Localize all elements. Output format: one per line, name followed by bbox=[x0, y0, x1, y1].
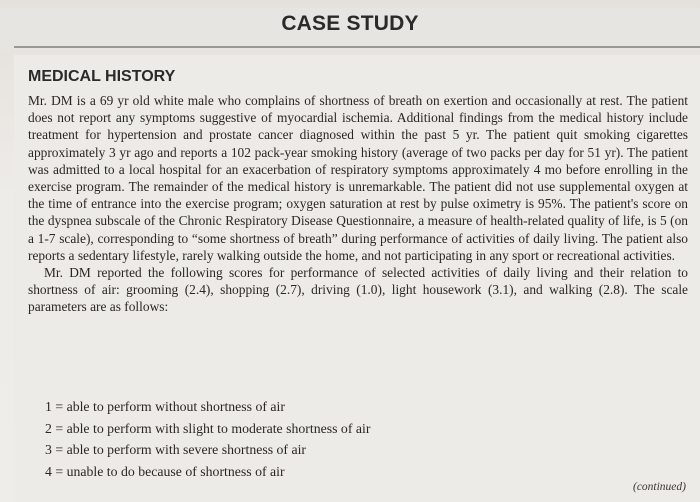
scale-item: 2 = able to perform with slight to moderate shortness of air bbox=[45, 420, 371, 436]
paragraph-history: Mr. DM is a 69 yr old white male who complains of shortness of breath on exertion and occasionally at rest. The patient does not report any symptoms suggestive of myocardial ischemia. Additional findings from the medical history include treatment for hypertension and prostate cancer diagnosed within the past 5 yr. The patient quit smoking cigarettes approximately 3 yr ago and reports a 102 pack-year smoking history (average of two packs per day for 51 yr). The patient was admitted to a local hospital for an exacerbation of respiratory symptoms approximately 4 mo before enrolling in the exercise program. The remainder of the medical history is unremarkable. The patient did not use supplemental oxygen at the time of entrance into the exercise program; oxygen saturation at rest by pulse oximetry is 95%. The patient's score on the dyspnea subscale of the Chronic Respiratory Disease Questionnaire, a measure of health-related quality of life, is 5 (on a 1-7 scale), corresponding to “some shortness of breath” during performance of activities of daily living. The patient also reports a sedentary lifestyle, rarely walking outside the home, and not participating in any sport or recreational activities. bbox=[28, 93, 688, 263]
page-title: CASE STUDY bbox=[281, 12, 419, 35]
scale-list bbox=[45, 396, 370, 482]
scale-item: 1 = able to perform without shortness of air bbox=[45, 399, 285, 414]
section-heading: MEDICAL HISTORY bbox=[28, 68, 176, 85]
header-divider bbox=[14, 46, 700, 48]
continued-label: (continued) bbox=[632, 481, 686, 493]
medical-history-body bbox=[28, 92, 688, 316]
scale-item: 4 = unable to do because of shortness of air bbox=[45, 463, 285, 479]
scale-item: 3 = able to perform with severe shortness of air bbox=[45, 442, 307, 457]
paragraph-scores: Mr. DM reported the following scores for performance of selected activities of daily living and their relation to shortness of air: grooming (2.4), shopping (2.7), driving (1.0), light housework (3.1), and walking (2.8). The scale parameters are as follows: bbox=[28, 265, 688, 315]
